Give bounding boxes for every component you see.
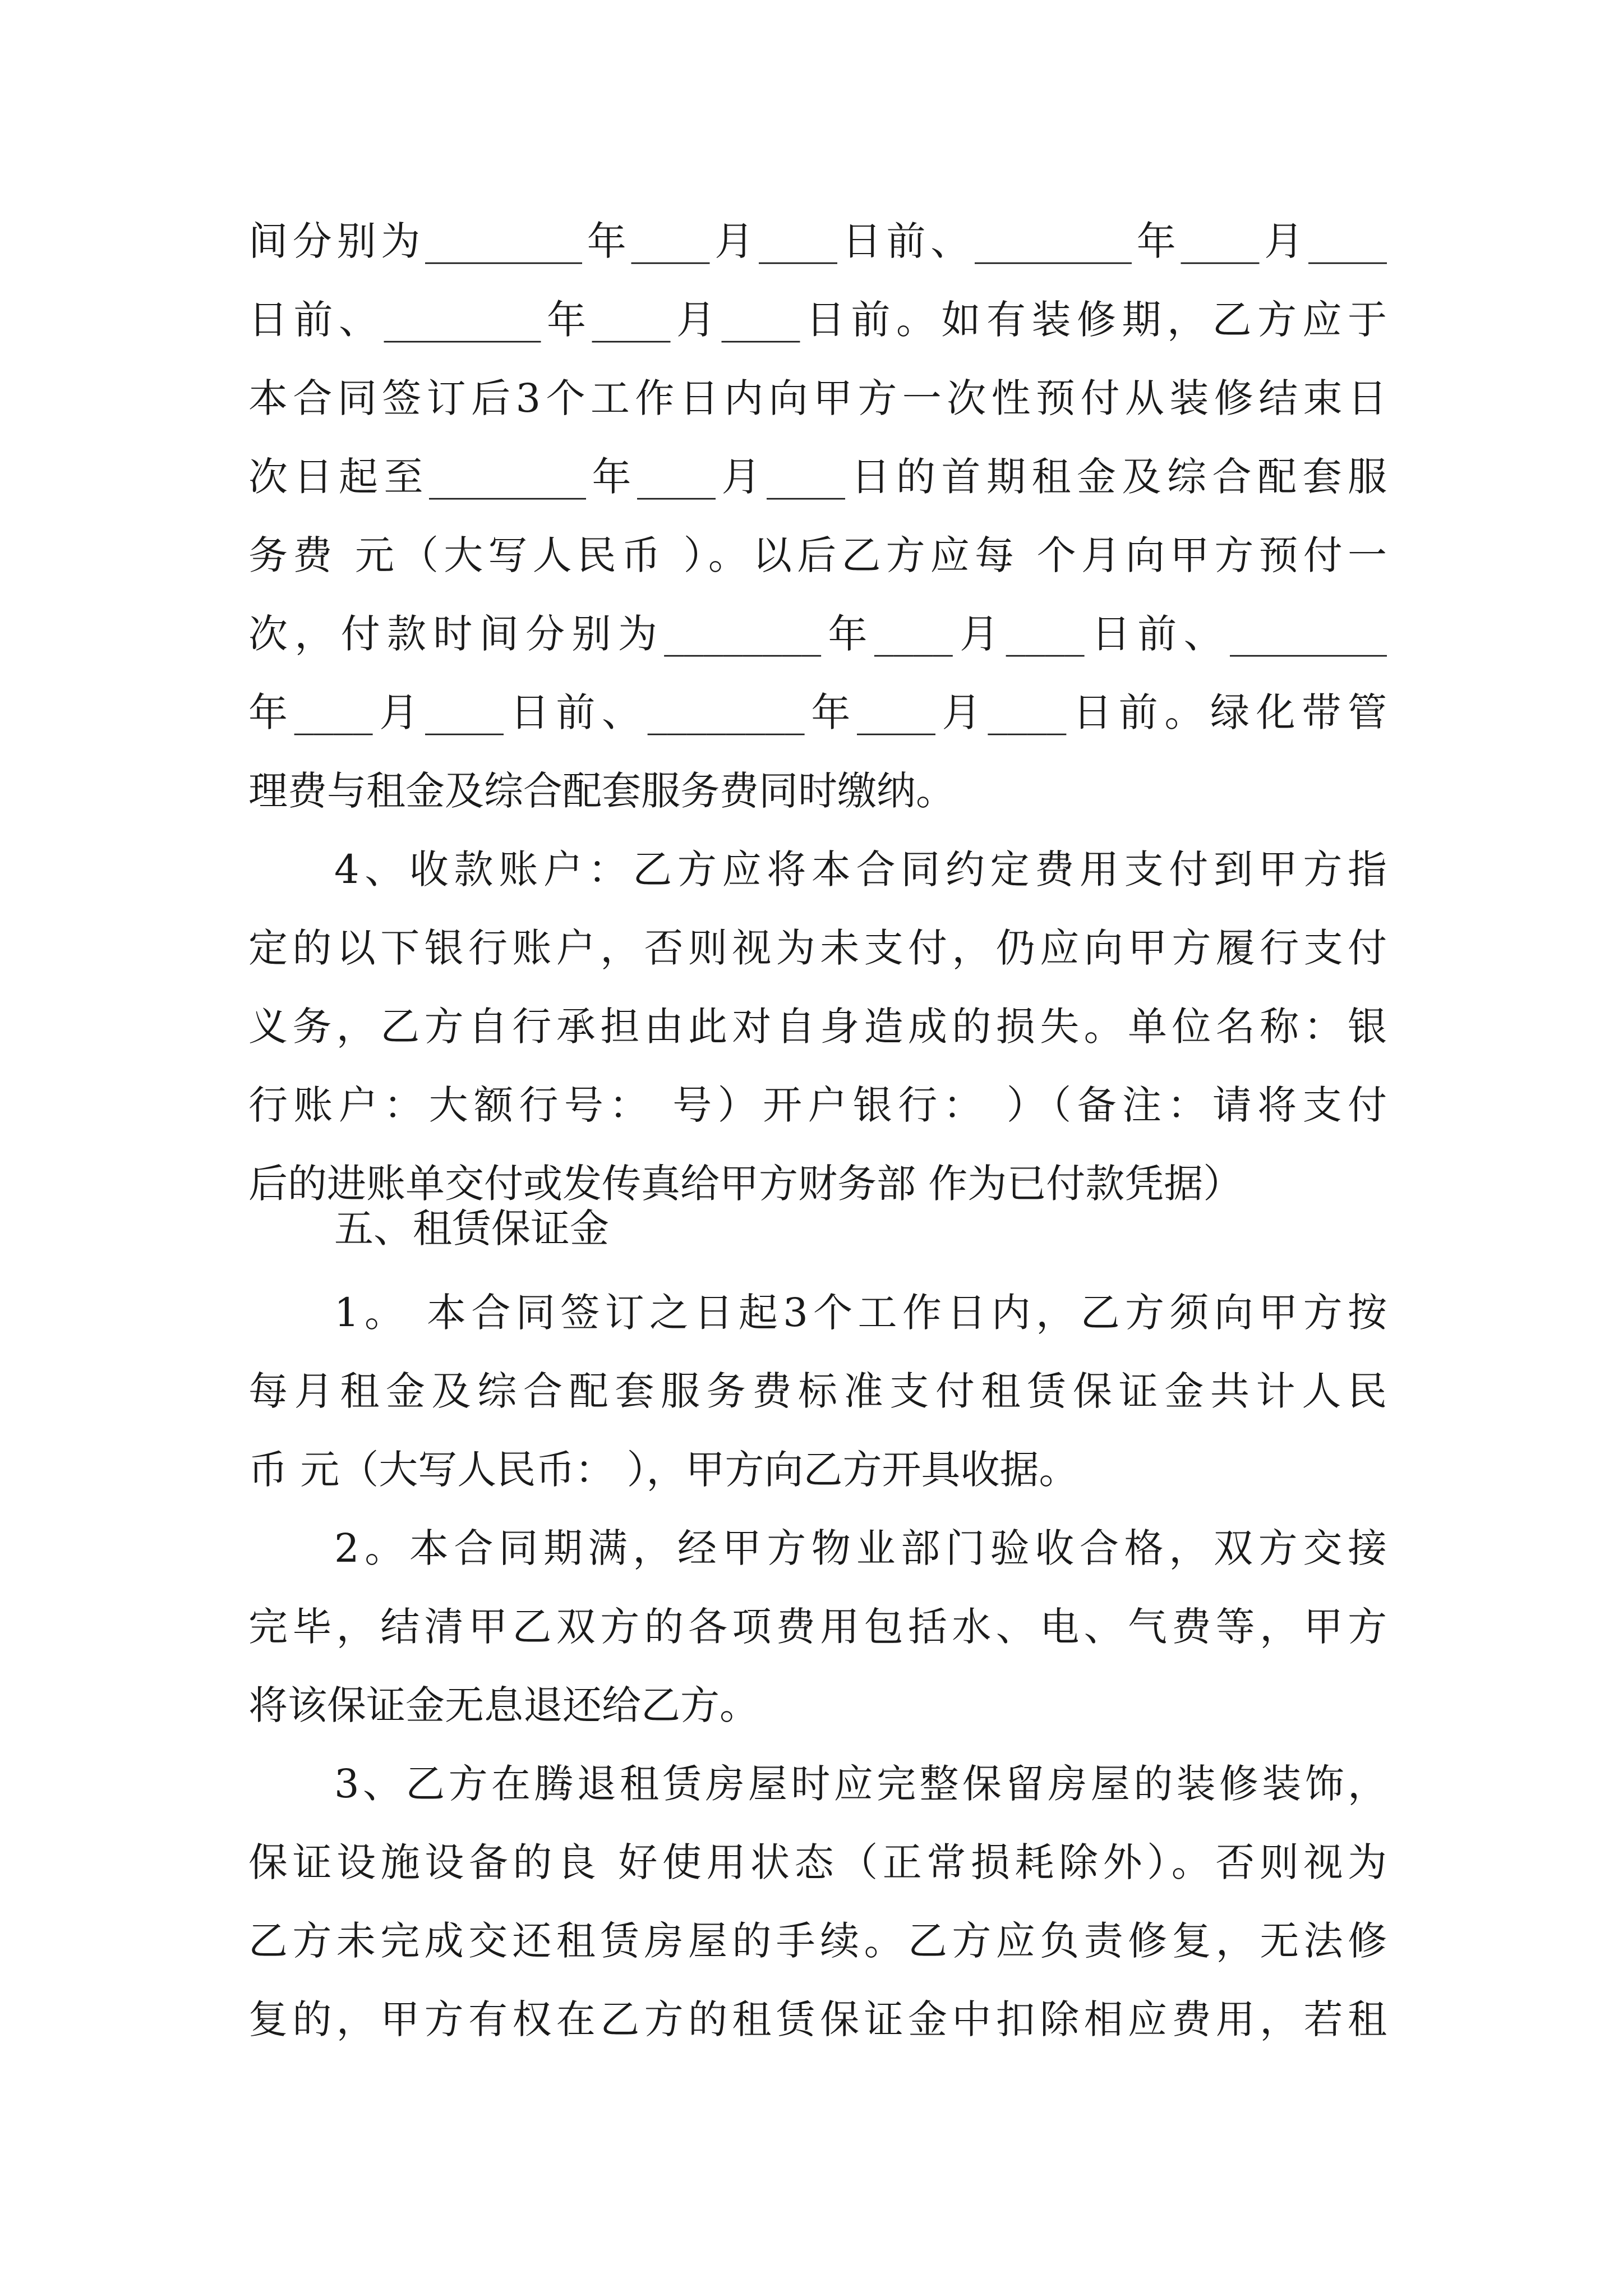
text-line: 行账户：大额行号： 号）开户银行： ）（备注：请将支付 [248, 1082, 1387, 1128]
text-line: 间分别为________年____月____日前、________年____月____ [248, 218, 1387, 264]
text-line: 定的以下银行账户，否则视为未支付，仍应向甲方履行支付 [248, 925, 1387, 971]
text-line: 理费与租金及综合配套服务费同时缴纳。 [248, 768, 955, 814]
text-line: 次日起至________年____月____日的首期租金及综合配套服 [248, 454, 1387, 500]
text-line: 日前、________年____月____日前。如有装修期，乙方应于 [248, 297, 1387, 343]
section-heading: 五、租赁保证金 [334, 1205, 609, 1251]
paragraph-start-line: 3、乙方在腾退租赁房屋时应完整保留房屋的装修装饰， [334, 1761, 1387, 1807]
text-line: 务费 元（大写人民币 ）。以后乙方应每 个月向甲方预付一 [248, 532, 1387, 578]
text-line: 币 元（大写人民币： ），甲方向乙方开具收据。 [248, 1447, 1078, 1493]
text-line: 次，付款时间分别为________年____月____日前、________ [248, 611, 1387, 657]
text-line: 乙方未完成交还租赁房屋的手续。乙方应负责修复，无法修 [248, 1918, 1387, 1964]
text-line: 将该保证金无息退还给乙方。 [248, 1682, 759, 1728]
paragraph-start-line: 1。 本合同签订之日起3个工作日内，乙方须向甲方按 [334, 1290, 1387, 1336]
paragraph-start-line: 2。本合同期满，经甲方物业部门验收合格，双方交接 [334, 1525, 1387, 1571]
text-line: 后的进账单交付或发传真给甲方财务部 作为已付款凭据） [248, 1161, 1243, 1207]
text-line: 复的，甲方有权在乙方的租赁保证金中扣除相应费用，若租 [248, 1996, 1387, 2042]
paragraph-start-line: 4、收款账户：乙方应将本合同约定费用支付到甲方指 [334, 846, 1387, 892]
text-line: 保证设施设备的良 好使用状态（正常损耗除外）。否则视为 [248, 1839, 1387, 1885]
text-line: 义务，乙方自行承担由此对自身造成的损失。单位名称：银 [248, 1004, 1387, 1050]
text-line: 本合同签订后3个工作日内向甲方一次性预付从装修结束日 [248, 375, 1387, 421]
text-line: 每月租金及综合配套服务费标准支付租赁保证金共计人民 [248, 1368, 1387, 1414]
text-line: 年____月____日前、________年____月____日前。绿化带管 [248, 689, 1387, 735]
text-line: 完毕，结清甲乙双方的各项费用包括水、电、气费等，甲方 [248, 1604, 1387, 1650]
